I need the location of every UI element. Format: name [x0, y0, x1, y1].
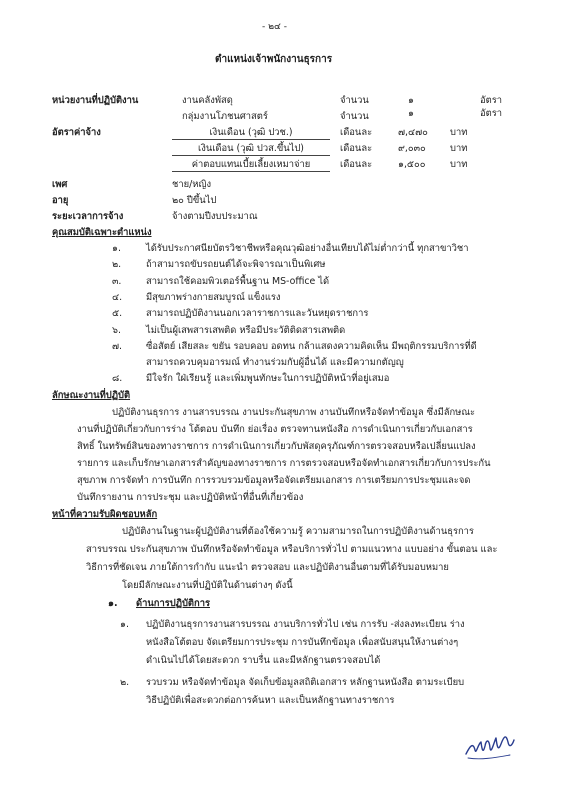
qualification-number: ๒. — [112, 259, 122, 270]
page-number: - ๒๔ - — [262, 22, 287, 32]
wage-amount: ๙,๐๓๐ — [398, 143, 426, 154]
responsibilities-heading: หน้าที่ความรับผิดชอบหลัก — [52, 509, 158, 520]
section-number: ๑. — [108, 598, 118, 609]
qualification-number: ๕. — [112, 308, 123, 319]
qualification-number: ๖. — [112, 325, 121, 336]
qualification-text: ซื่อสัตย์ เสียสละ ขยัน รอบคอบ อดทน กล้าแสดงความคิดเห็น มีพฤติกรรมบริการที่ดี — [146, 341, 477, 352]
duration-value: จ้างตามปีงบประมาณ — [172, 211, 258, 222]
responsibility-number: ๒. — [120, 677, 130, 688]
wage-unit: บาท — [450, 143, 468, 154]
job-nature-line: สุขภาพ การจัดทำ การบันทึก การรวบรวมข้อมูลหรือจัดเตรียมเอกสาร การเตรียมการประชุมและจด — [77, 475, 471, 486]
age-value: ๒๐ ปีขึ้นไป — [172, 195, 217, 206]
responsibility-number: ๑. — [120, 619, 129, 630]
wage-period: เดือนละ — [340, 159, 373, 170]
qualification-number: ๑. — [112, 243, 121, 254]
job-nature-line: ปฏิบัติงานธุรการ งานสารบรรณ งานประกันสุขภาพ งานบันทึกหรือจัดทำข้อมูล ซึ่งมีลักษณะ — [112, 407, 476, 418]
job-nature-line: สิทธิ์ ในทรัพย์สินของทางราชการ การดำเนินการเกี่ยวกับพัสดุครุภัณฑ์การตรวจสอบหรือเปลี่ยนแปลง — [77, 441, 476, 452]
qualification-text: ได้รับประกาศนียบัตรวิชาชีพหรือคุณวุฒิอย่างอื่นเทียบได้ไม่ต่ำกว่านี้ ทุกสาขาวิชา — [146, 243, 469, 254]
qualifications-heading: คุณสมบัติเฉพาะตำแหน่ง — [52, 227, 152, 238]
unit-label: หน่วยงานที่ปฏิบัติงาน — [52, 95, 139, 106]
wage-unit: บาท — [450, 127, 468, 138]
responsibility-text: หนังสือโต้ตอบ จัดเตรียมการประชุม การบันทึกข้อมูล เพื่อสนับสนุนให้งานต่างๆ — [146, 637, 459, 648]
wage-name: เงินเดือน (วุฒิ ปวส.ขึ้นไป) — [172, 143, 330, 156]
qualification-number: ๔. — [112, 292, 123, 303]
unit-name: งานคลังพัสดุ — [182, 95, 233, 106]
wage-amount: ๑,๕๐๐ — [398, 159, 426, 170]
wage-unit: บาท — [450, 159, 468, 170]
qualification-number: ๘. — [112, 373, 123, 384]
job-nature-line: บันทึกรายงาน การประชุม และปฏิบัติหน้าที่อื่นที่เกี่ยวข้อง — [77, 492, 304, 503]
unit-name: กลุ่มงานโภชนศาสตร์ — [182, 111, 268, 122]
qualification-number: ๗. — [112, 341, 123, 352]
qualification-text: สามารถควบคุมอารมณ์ ทำงานร่วมกับผู้อื่นได้ และมีความกตัญญู — [146, 357, 404, 368]
gender-value: ชาย/หญิง — [172, 179, 212, 190]
amount-unit: อัตรา — [480, 108, 503, 119]
wage-name: ค่าตอบแทนเบี้ยเลี้ยงเหมาจ่าย — [172, 159, 330, 172]
job-nature-line: งานที่ปฏิบัติเกี่ยวกับการร่าง โต้ตอบ บันทึก ย่อเรื่อง ตรวจทานหนังสือ การดำเนินการเกี่ยวกับเอกสาร — [77, 424, 473, 435]
job-nature-heading: ลักษณะงานที่ปฏิบัติ — [52, 390, 131, 401]
wage-label: อัตราค่าจ้าง — [52, 127, 101, 138]
responsibility-text: ปฏิบัติงานธุรการงานสารบรรณ งานบริการทั่วไป เช่น การรับ -ส่งลงทะเบียน ร่าง — [146, 619, 465, 630]
responsibility-text: รวบรวม หรือจัดทำข้อมูล จัดเก็บข้อมูลสถิติเอกสาร หลักฐานหนังสือ ตามระเบียบ — [146, 677, 465, 688]
responsibilities-line: ปฏิบัติงานในฐานะผู้ปฏิบัติงานที่ต้องใช้ความรู้ ความสามารถในการปฏิบัติงานด้านธุรการ — [122, 526, 474, 537]
wage-period: เดือนละ — [340, 127, 373, 138]
amount-value: ๑ — [408, 108, 414, 119]
amount-unit: อัตรา — [480, 95, 503, 106]
wage-amount: ๗,๔๗๐ — [398, 127, 428, 138]
responsibility-text: ดำเนินไปได้โดยสะดวก ราบรื่น และมีหลักฐานตรวจสอบได้ — [146, 655, 381, 666]
job-nature-line: รายการ และเก็บรักษาเอกสารสำคัญของทางราชการ การตรวจสอบหรือจัดทำเอกสารเกี่ยวกับการประกัน — [77, 458, 491, 469]
responsibilities-line: สารบรรณ ประกันสุขภาพ บันทึกหรือจัดทำข้อมูล หรือบริการทั่วไป ตามแนวทาง แบบอย่าง ขั้นตอน และ — [86, 544, 498, 555]
duration-label: ระยะเวลาการจ้าง — [52, 211, 124, 222]
amount-label: จำนวน — [340, 111, 369, 122]
qualification-number: ๓. — [112, 276, 122, 287]
qualification-text: สามารถปฏิบัติงานนอกเวลาราชการและวันหยุดราชการ — [146, 308, 369, 319]
handwritten-signature — [464, 728, 516, 764]
wage-name: เงินเดือน (วุฒิ ปวช.) — [172, 127, 330, 140]
qualification-text: ไม่เป็นผู้เสพสารเสพติด หรือมีประวัติติดสารเสพติด — [146, 325, 346, 336]
responsibilities-line: วิธีการที่ชัดเจน ภายใต้การกำกับ แนะนำ ตรวจสอบ และปฏิบัติงานอื่นตามที่ได้รับมอบหมาย — [86, 562, 449, 573]
page-title: ตำแหน่งเจ้าพนักงานธุรการ — [215, 54, 333, 65]
amount-label: จำนวน — [340, 95, 369, 106]
age-label: อายุ — [52, 195, 69, 206]
gender-label: เพศ — [52, 179, 68, 190]
qualification-text: มีใจรัก ใฝ่เรียนรู้ และเพิ่มพูนทักษะในการปฏิบัติหน้าที่อยู่เสมอ — [146, 373, 390, 384]
qualification-text: มีสุขภาพร่างกายสมบูรณ์ แข็งแรง — [146, 292, 281, 303]
wage-period: เดือนละ — [340, 143, 373, 154]
qualification-text: สามารถใช้คอมพิวเตอร์พื้นฐาน MS-office ได้ — [146, 276, 330, 287]
section-title: ด้านการปฏิบัติการ — [136, 598, 210, 609]
amount-value: ๑ — [408, 95, 414, 106]
responsibility-text: วิธีปฏิบัติเพื่อสะดวกต่อการค้นหา และเป็นหลักฐานทางราชการ — [146, 695, 395, 706]
responsibilities-intro: โดยมีลักษณะงานที่ปฏิบัติในด้านต่างๆ ดังนี้ — [122, 580, 293, 591]
qualification-text: ถ้าสามารถขับรถยนต์ได้จะพิจารณาเป็นพิเศษ — [146, 259, 326, 270]
